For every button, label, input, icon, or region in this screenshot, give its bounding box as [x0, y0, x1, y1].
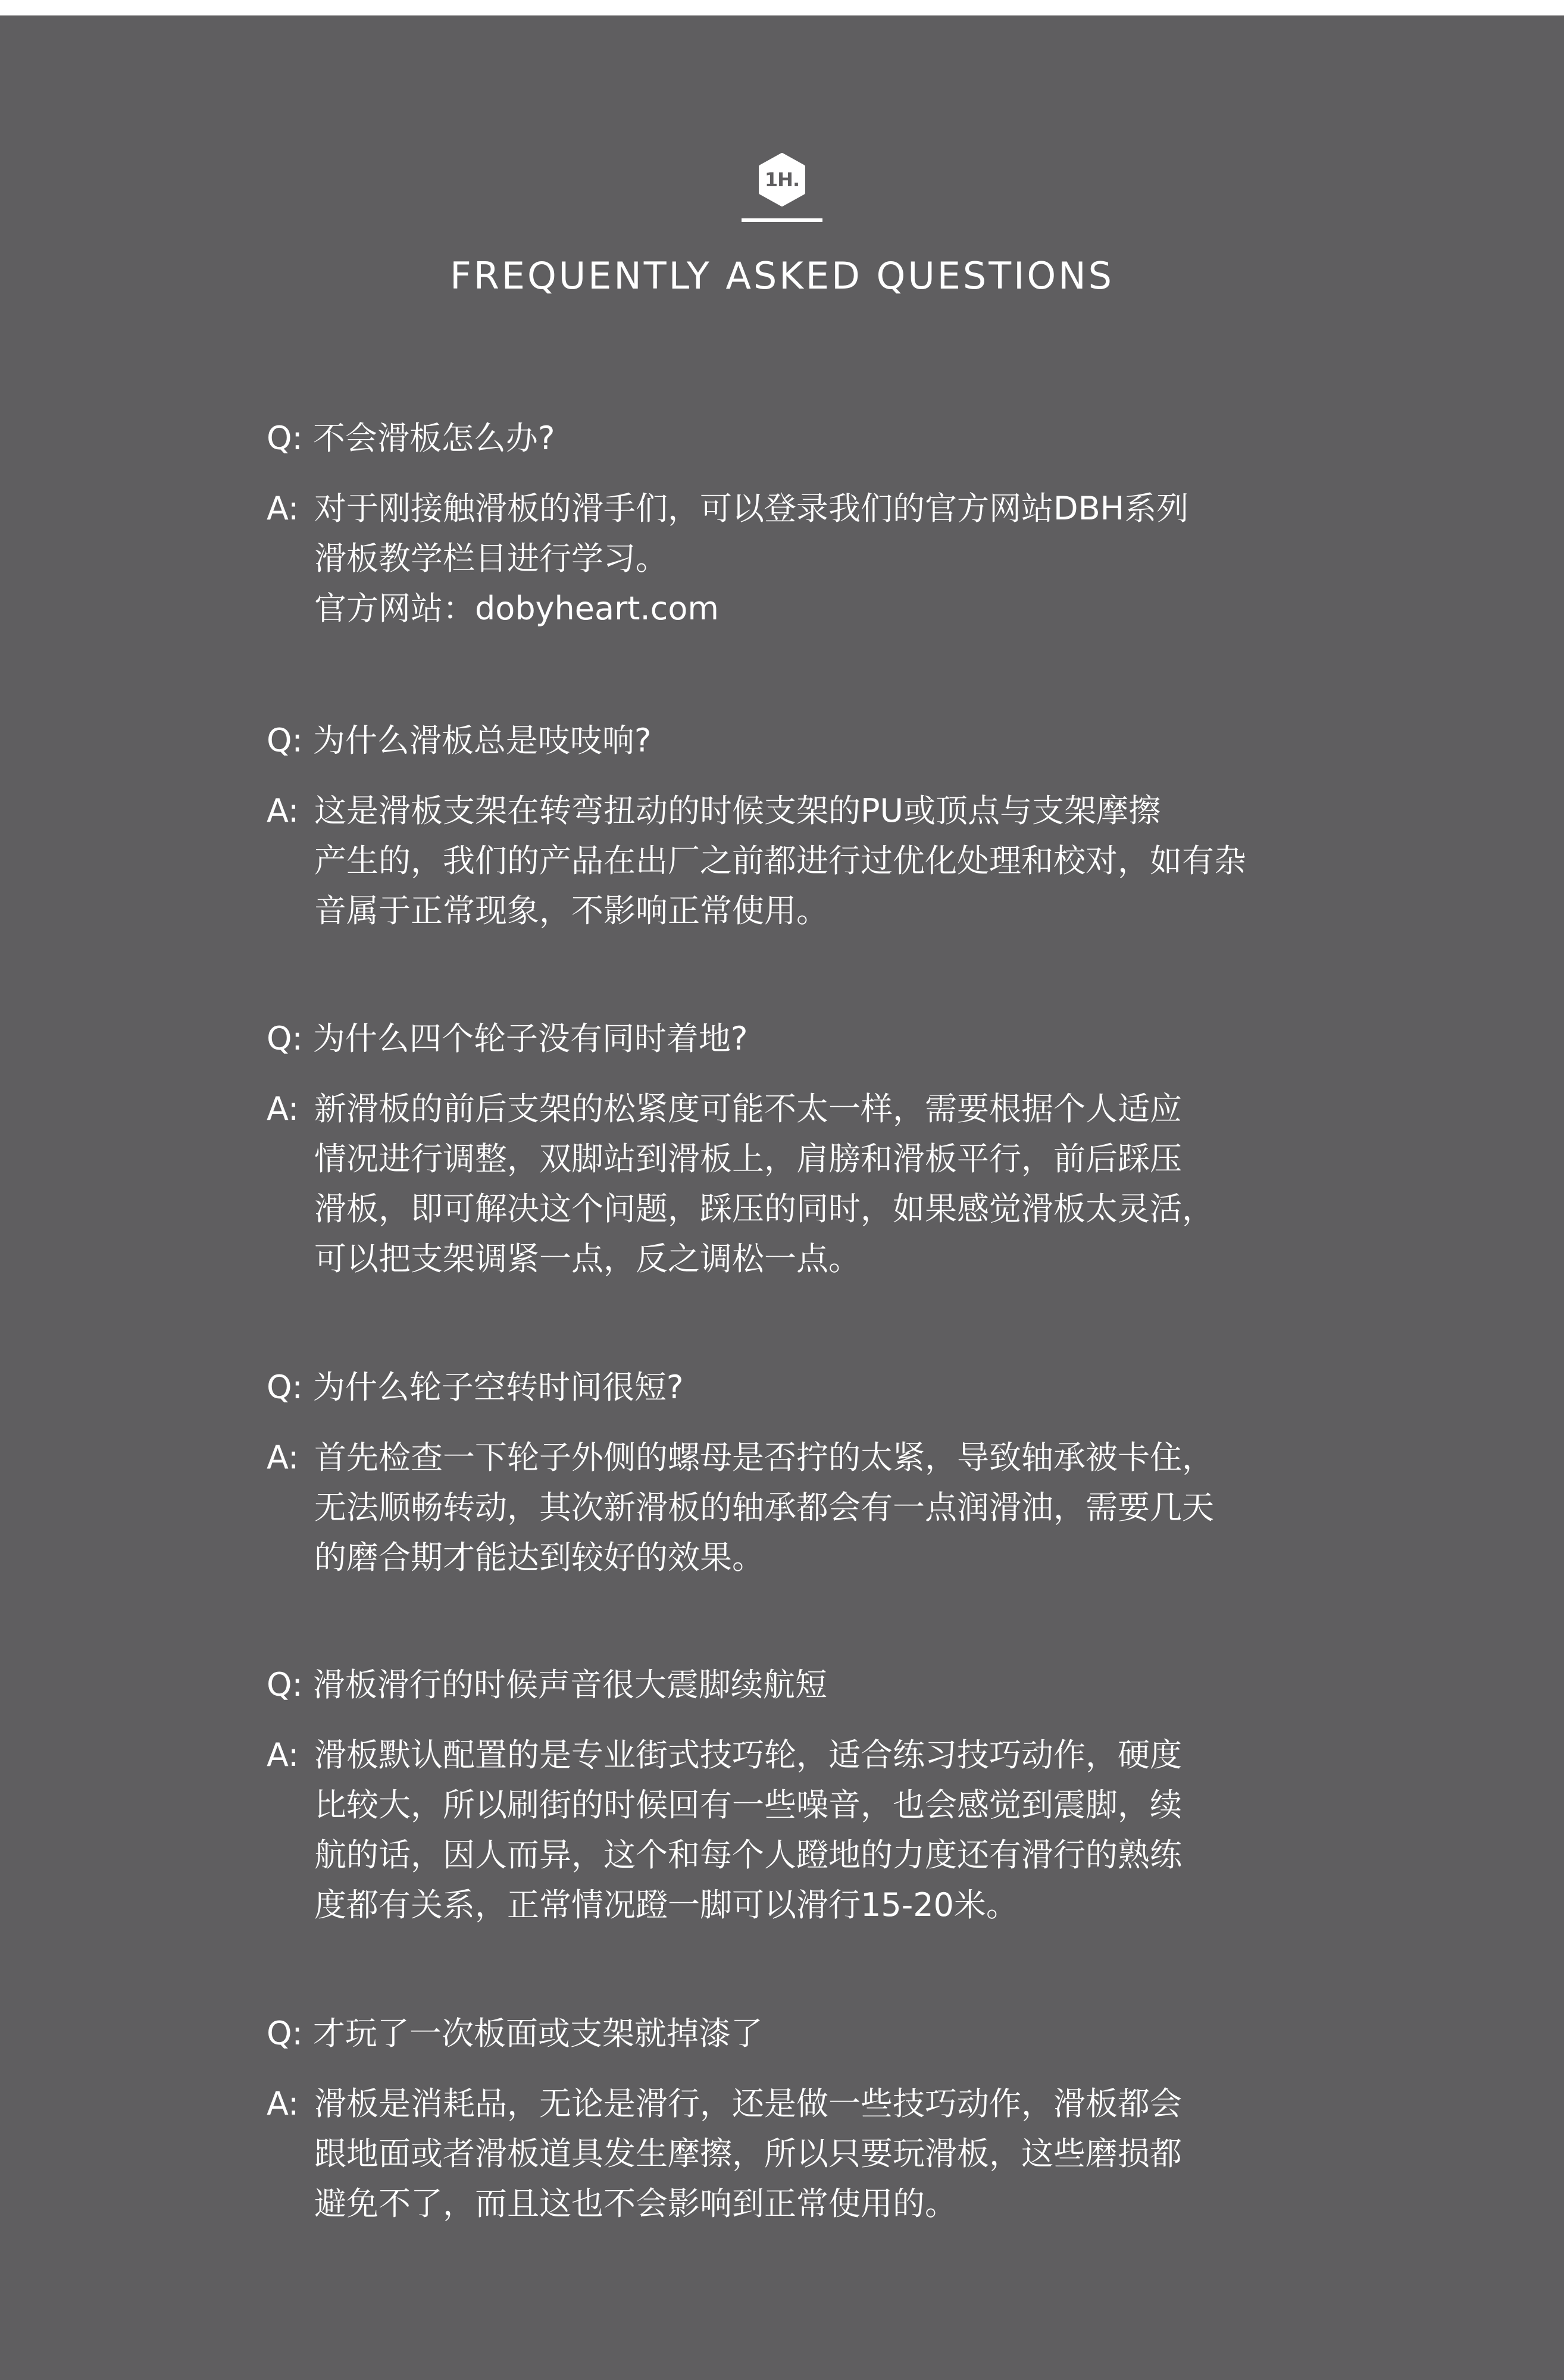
answer-line: 航的话，因人而异，这个和每个人蹬地的力度还有滑行的熟练: [314, 1836, 1182, 1874]
logo-text: 1H.: [764, 168, 800, 191]
answer-text: [314, 1730, 1397, 1930]
answer-line: 首先检查一下轮子外侧的螺母是否拧的太紧，导致轴承被卡住，: [314, 1439, 1214, 1476]
answer-text: [314, 786, 1397, 936]
answer-line: 对于刚接触滑板的滑手们，可以登录我们的官方网站DBH系列: [314, 490, 1189, 527]
answer-prefix: A:: [267, 1736, 299, 1774]
answer-line: 跟地面或者滑板道具发生摩擦，所以只要玩滑板，这些磨损都: [314, 2135, 1182, 2172]
answer-text: [314, 484, 1397, 634]
answer-line: 这是滑板支架在转弯扭动的时候支架的PU或顶点与支架摩擦: [314, 792, 1161, 829]
answer-line: 无法顺畅转动，其次新滑板的轴承都会有一点润滑油，需要几天: [314, 1489, 1214, 1526]
answer-text: [314, 2079, 1397, 2229]
faq-question: Q: 为什么轮子空转时间很短?: [267, 1368, 684, 1406]
faq-panel: [0, 15, 1564, 2380]
answer-prefix: A:: [267, 490, 299, 527]
answer-line: 音属于正常现象，不影响正常使用。: [314, 892, 828, 929]
answer-line: 可以把支架调紧一点，反之调松一点。: [314, 1240, 861, 1277]
faq-header: [0, 15, 1564, 325]
answer-line: 比较大，所以刷街的时候回有一些噪音，也会感觉到震脚，续: [314, 1786, 1182, 1824]
answer-line: 产生的，我们的产品在出厂之前都进行过优化处理和校对，如有杂: [314, 842, 1246, 879]
page-title: FREQUENTLY ASKED QUESTIONS: [450, 254, 1114, 298]
answer-prefix: A:: [267, 1090, 299, 1128]
faq-question: Q: 为什么四个轮子没有同时着地?: [267, 1020, 748, 1057]
answer-line: 新滑板的前后支架的松紧度可能不太一样，需要根据个人适应: [314, 1090, 1182, 1128]
answer-prefix: A:: [267, 792, 299, 829]
answer-prefix: A:: [267, 1439, 299, 1476]
answer-line: 滑板教学栏目进行学习。: [314, 540, 668, 577]
answer-line: 滑板默认配置的是专业街式技巧轮，适合练习技巧动作，硬度: [314, 1736, 1182, 1774]
faq-question: Q: 为什么滑板总是吱吱响?: [267, 722, 652, 759]
faq-question: Q: 滑板滑行的时候声音很大震脚续航短: [267, 1666, 827, 1703]
answer-line: 避免不了，而且这也不会影响到正常使用的。: [314, 2185, 957, 2222]
header-divider: [742, 218, 822, 222]
answer-text: [314, 1433, 1397, 1583]
brand-logo: [757, 152, 807, 207]
answer-line: 滑板是消耗品，无论是滑行，还是做一些技巧动作，滑板都会: [314, 2085, 1182, 2122]
faq-question: Q: 不会滑板怎么办?: [267, 419, 555, 457]
answer-text: [314, 1084, 1397, 1284]
faq-question: Q: 才玩了一次板面或支架就掉漆了: [267, 2015, 763, 2052]
answer-line: 的磨合期才能达到较好的效果。: [314, 1539, 764, 1576]
answer-line: 情况进行调整，双脚站到滑板上，肩膀和滑板平行，前后踩压: [314, 1140, 1182, 1178]
answer-line: 官方网站：dobyheart.com: [314, 590, 719, 627]
answer-line: 度都有关系，正常情况蹬一脚可以滑行15-20米。: [314, 1886, 1018, 1924]
answer-prefix: A:: [267, 2085, 299, 2122]
answer-line: 滑板，即可解决这个问题，踩压的同时，如果感觉滑板太灵活，: [314, 1190, 1214, 1227]
